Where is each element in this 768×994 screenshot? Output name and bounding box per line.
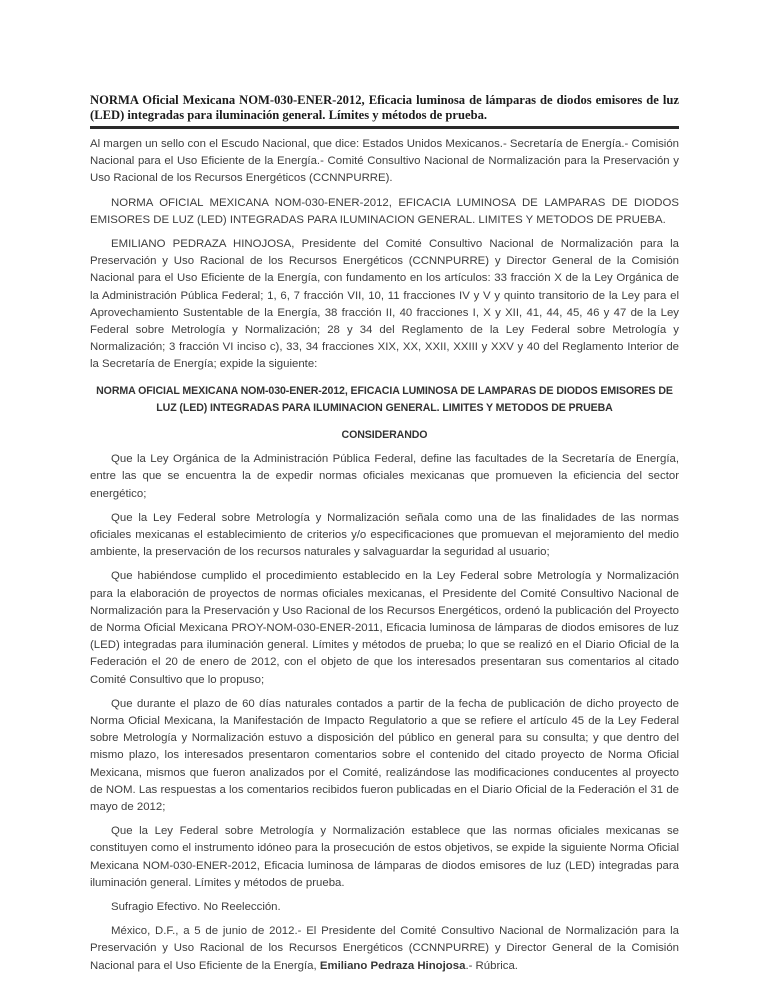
signature-text-after: .- Rúbrica.	[465, 959, 518, 972]
document-content	[90, 93, 679, 975]
paragraph-norma-caps: NORMA OFICIAL MEXICANA NOM-030-ENER-2012, EFICACIA LUMINOSA DE LAMPARAS DE DIODOS EMISORES DE LUZ (LED) INTEGRADAS PARA ILUMINACION GENERAL. LIMITES Y METODOS DE PRUEBA.	[90, 196, 679, 226]
signature-name: Emiliano Pedraza Hinojosa	[319, 959, 466, 972]
paragraph-sufragio: Sufragio Efectivo. No Reelección.	[111, 901, 281, 914]
paragraph-considerando-1: Que la Ley Orgánica de la Administración Pública Federal, define las facultades de la Secretaría de Energía, entre las que se encuentra la de expedir normas oficiales mexicanas que promueven la eficiencia del sector energético;	[90, 453, 679, 500]
paragraph-considerando-5: Que la Ley Federal sobre Metrología y Normalización establece que las normas oficiales mexicanas se constituyen como el instrumento idóneo para la prosecución de estos objetivos, se expide la siguiente Norma Oficial Mexicana NOM-030-ENER-2012, Eficacia luminosa de lámparas de diodos emisores de luz (LED) integradas para iluminación general. Límites y métodos de prueba.	[90, 825, 679, 889]
paragraph-considerando-4: Que durante el plazo de 60 días naturales contados a partir de la fecha de publicación de dicho proyecto de Norma Oficial Mexicana, la Manifestación de Impacto Regulatorio a que se refiere el artículo 45 de la Ley Federal sobre Metrología y Normalización estuvo a disposición del público en general para su consulta; y que dentro del mismo plazo, los interesados presentaron comentarios sobre el contenido del citado proyecto de Norma Oficial Mexicana, mismos que fueron analizados por el Comité, realizándose las modificaciones conducentes al proyecto de NOM. Las respuestas a los comentarios recibidos fueron publicadas en el Diario Oficial de la Federación el 31 de mayo de 2012;	[90, 697, 679, 813]
masthead-double-rule	[90, 126, 679, 129]
signature-text-before: México, D.F., a 5 de junio de 2012.- El Presidente del Comité Consultivo Nacional de Normalización para la Preservación y Uso Racional de los Recursos Energéticos (CCNNPURRE) y Director General de la Comisión Nacional para el Uso Eficiente de la Energía,	[90, 925, 679, 972]
paragraph-considerando-2: Que la Ley Federal sobre Metrología y Normalización señala como una de las finalidades de las normas oficiales mexicanas el establecimiento de criterios y/o especificaciones que promuevan el mejoramiento del medio ambiente, la preservación de los recursos naturales y salvaguardar la seguridad al usuario;	[90, 511, 679, 559]
heading-norma-title: NORMA OFICIAL MEXICANA NOM-030-ENER-2012, EFICACIA LUMINOSA DE LAMPARAS DE DIODOS EMISORES DE LUZ (LED) INTEGRADAS PARA ILUMINACION GENERAL. LIMITES Y METODOS DE PRUEBA	[96, 384, 673, 415]
paragraph-emiliano-fundamento: EMILIANO PEDRAZA HINOJOSA, Presidente del Comité Consultivo Nacional de Normalización para la Preservación y Uso Racional de los Recursos Energéticos (CCNNPURRE) y Director General de la Comisión Nacional para el Uso Eficiente de la Energía, con fundamento en los artículos: 33 fracción X de la Ley Orgánica de la Administración Pública Federal; 1, 6, 7 fracción VII, 10, 11 fracciones IV y V y quinto transitorio de la Ley para el Aprovechamiento Sustentable de la Energía, 38 fracción II, 40 fracciones I, X y XII, 41, 44, 45, 46 y 47 de la Ley Federal sobre Metrología y Normalización; 28 y 34 del Reglamento de la Ley Federal sobre Metrología y Normalización; 3 fracción VI inciso c), 33, 34 fracciones XIX, XX, XXII, XXIII y XXV y 40 del Reglamento Interior de la Secretaría de Energía; expide la siguiente:	[90, 238, 679, 371]
paragraph-considerando-3: Que habiéndose cumplido el procedimiento establecido en la Ley Federal sobre Metrología y Normalización para la elaboración de proyectos de normas oficiales mexicanas, el Presidente del Comité Consultivo Nacional de Normalización para la Preservación y Uso Racional de los Recursos Energéticos, ordenó la publicación del Proyecto de Norma Oficial Mexicana PROY-NOM-030-ENER-2011, Eficacia luminosa de lámparas de diodos emisores de luz (LED) integradas para iluminación general. Límites y métodos de prueba; lo que se realizó en el Diario Oficial de la Federación el 20 de enero de 2012, con el objeto de que los interesados presentaran sus comentarios al citado Comité Consultivo que lo propuso;	[90, 570, 679, 686]
paragraph-signature	[90, 923, 679, 975]
paragraph-al-margen: Al margen un sello con el Escudo Nacional, que dice: Estados Unidos Mexicanos.- Secretaría de Energía.- Comisión Nacional para el Uso Eficiente de la Energía.- Comité Consultivo Nacional de Normalización para la Preservación y Uso Racional de los Recursos Energéticos (CCNNPURRE).	[90, 138, 679, 185]
heading-considerando: CONSIDERANDO	[341, 428, 428, 441]
masthead-title: NORMA Oficial Mexicana NOM-030-ENER-2012, Eficacia luminosa de lámparas de diodos emisores de luz (LED) integradas para iluminación general. Límites y métodos de prueba.	[90, 93, 679, 122]
